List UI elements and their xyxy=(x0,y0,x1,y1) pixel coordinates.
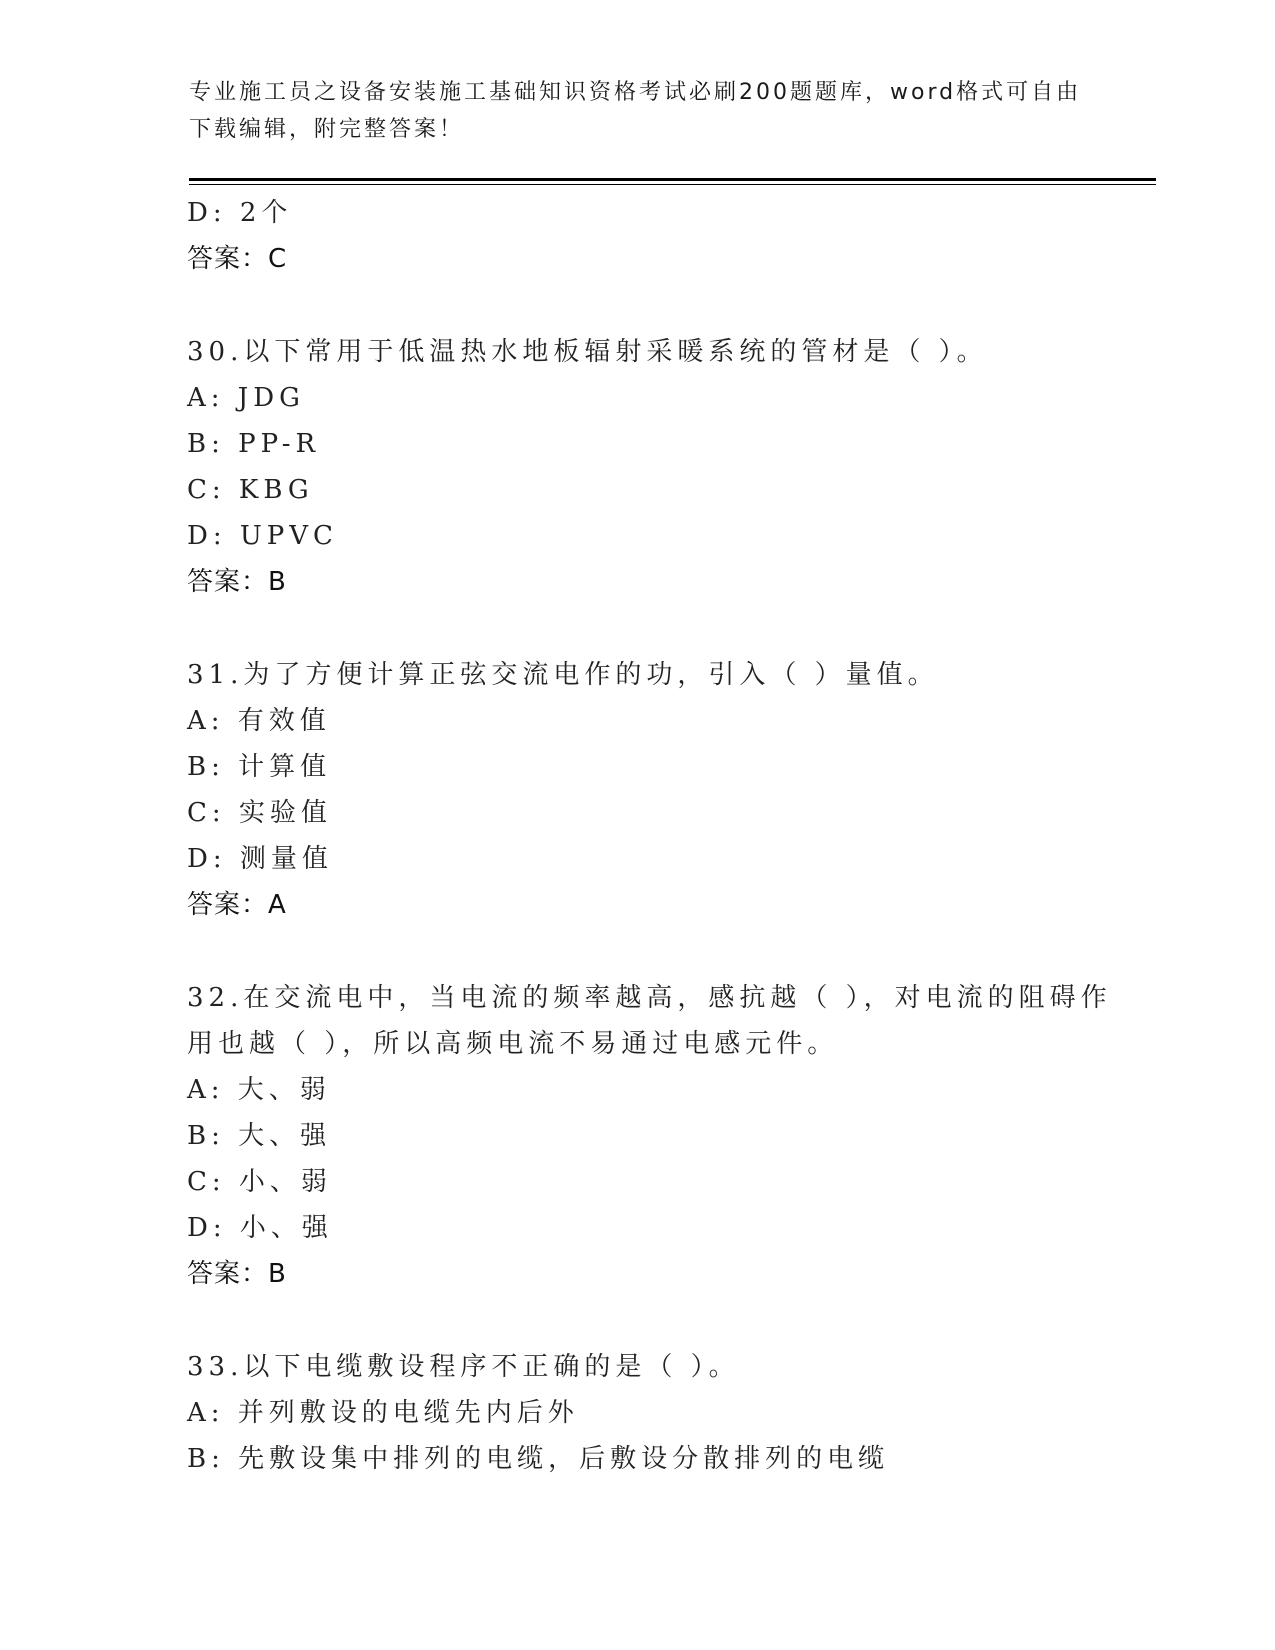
header-divider-thin xyxy=(189,184,1156,185)
option-d: D: 测量值 xyxy=(187,844,333,874)
option-c: C: KBG xyxy=(187,475,314,505)
header-title-line-2: 下载编辑，附完整答案！ xyxy=(189,117,465,142)
question-31 xyxy=(187,652,1087,928)
option-c: C: 小、弱 xyxy=(187,1167,332,1197)
previous-question-tail xyxy=(187,190,1087,282)
header-divider-thick xyxy=(189,178,1156,181)
question-stem-line-2: 用也越（ ），所以高频电流不易通过电感元件。 xyxy=(187,1029,839,1059)
question-stem: 31.为了方便计算正弦交流电作的功，引入（ ）量值。 xyxy=(187,660,939,690)
question-stem-line-1: 32.在交流电中，当电流的频率越高，感抗越（ ），对电流的阻碍作 xyxy=(187,983,1112,1013)
spacer xyxy=(187,282,1087,329)
question-32 xyxy=(187,975,1112,1297)
option-a: A: 大、弱 xyxy=(187,1075,331,1105)
option-a: A: 并列敷设的电缆先内后外 xyxy=(187,1398,579,1428)
option-d: D: 小、强 xyxy=(187,1213,333,1243)
question-stem: 33.以下电缆敷设程序不正确的是（ ）。 xyxy=(187,1352,740,1382)
option-b: B: PP-R xyxy=(187,429,321,459)
page-header xyxy=(189,74,1089,148)
answer-line: 答案：A xyxy=(187,890,287,920)
option-b: B: 大、强 xyxy=(187,1121,332,1151)
question-content xyxy=(187,190,1112,1482)
option-b: B: 计算值 xyxy=(187,752,332,782)
header-title-line-1: 专业施工员之设备安装施工基础知识资格考试必刷200题题库，word格式可自由 xyxy=(189,80,1082,105)
option-c: C: 实验值 xyxy=(187,798,332,828)
spacer xyxy=(187,1297,1087,1344)
option-a: A: JDG xyxy=(187,383,305,413)
option-d: D: 2个 xyxy=(187,198,293,228)
spacer xyxy=(187,605,1087,652)
answer-line: 答案：B xyxy=(187,567,287,597)
answer-line: 答案：C xyxy=(187,244,288,274)
question-33 xyxy=(187,1344,1087,1482)
spacer xyxy=(187,928,1087,975)
question-30 xyxy=(187,329,1087,605)
option-a: A: 有效值 xyxy=(187,706,331,736)
option-b: B: 先敷设集中排列的电缆，后敷设分散排列的电缆 xyxy=(187,1444,890,1474)
option-d: D: UPVC xyxy=(187,521,338,551)
question-stem: 30.以下常用于低温热水地板辐射采暖系统的管材是（ ）。 xyxy=(187,337,988,367)
answer-line: 答案：B xyxy=(187,1259,287,1289)
